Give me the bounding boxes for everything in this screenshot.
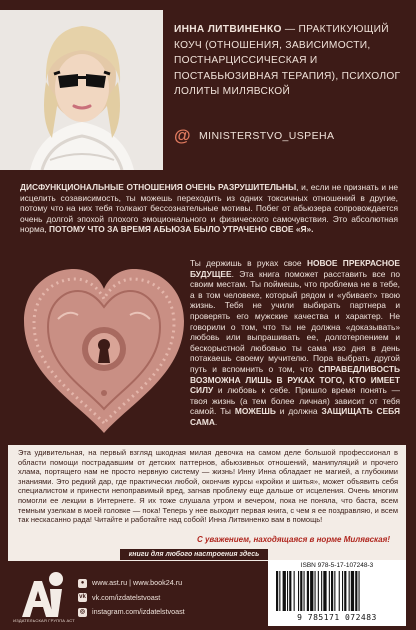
publisher-tagline: книги для любого настроения здесь <box>120 549 268 560</box>
link-website[interactable] <box>78 576 185 591</box>
intro-paragraph <box>20 182 398 235</box>
intro-bold-2: ПОТОМУ ЧТО ЗА ВРЕМЯ АБЬЮЗА БЫЛО УТРАЧЕНО СВОЕ «Я». <box>49 224 314 235</box>
description-paragraph <box>190 258 400 428</box>
isbn-barcode <box>268 560 406 626</box>
testimonial-signature: С уважением, находящаяся в норме Милявская! <box>196 535 390 544</box>
intro-text-1: , и, если не признать и не исцелить созависимость, ты можешь переходить из одних токсичных отношений в другие, потому что на них тебя толкают бессознательные мотивы. Побег от абьюзера сопровождается очень долгой эпохой плохого эмоционального и физического самочувствия. Это абсолютная норма, <box>20 182 398 235</box>
author-instagram <box>174 126 334 146</box>
description-bold-3: МОЖЕШЬ <box>234 406 276 417</box>
author-name: ИННА ЛИТВИНЕНКО <box>174 24 282 35</box>
author-photo <box>0 10 163 170</box>
link-vk[interactable] <box>78 591 185 606</box>
description-bold-4: ЗАЩИЩАТЬ СЕБЯ САМА <box>190 406 401 427</box>
intro-bold-1: ДИСФУНКЦИОНАЛЬНЫЕ ОТНОШЕНИЯ ОЧЕНЬ РАЗРУШИТЕЛЬНЫ <box>20 182 297 192</box>
isbn-label: ISBN 978-5-17-107248-3 <box>300 562 374 569</box>
description-text-1: Ты держишь в руках свое <box>190 258 307 268</box>
link-instagram-text: instagram.com/izdatelstvoast <box>92 607 185 616</box>
instagram-handle: MINISTERSTVO_USPEHA <box>198 130 335 142</box>
instagram-icon: ◎ <box>79 608 86 615</box>
description-text-5: . <box>214 416 218 427</box>
description-text-4: и должна <box>275 406 322 417</box>
publisher-caption: ИЗДАТЕЛЬСКАЯ ГРУППА АСТ <box>13 618 75 623</box>
isbn-number: 9 785171 072483 <box>297 613 377 622</box>
heart-lock-illustration <box>18 263 190 441</box>
author-description: — ПРАКТИКУЮЩИЙ КОУЧ (ОТНОШЕНИЯ, ЗАВИСИМОСТИ, ПОСТНАРЦИССИЧЕСКАЯ И ПОСТАБЬЮЗИВНАЯ ТЕРАПИЯ), ПСИХОЛОГ ЛОЛИТЫ МИЛЯВСКОЙ <box>174 24 401 97</box>
description-text-3: и любовь к себе. Пришло время понять — твоя жизнь (а тем более личная) зависит от тебя самой. Ты <box>190 385 400 417</box>
description-bold-1: НОВОЕ ПРЕКРАСНОЕ БУДУЩЕЕ <box>190 258 400 279</box>
link-website-text: www.ast.ru | www.book24.ru <box>92 578 183 587</box>
description-bold-2: СПРАВЕДЛИВОСТЬ ВОЗМОЖНА ЛИШЬ В РУКАХ ТОГО, КТО ИМЕЕТ СИЛУ <box>190 363 400 396</box>
publisher-links <box>78 576 185 620</box>
link-vk-text: vk.com/izdatelstvoast <box>92 592 161 602</box>
vk-icon: vk <box>79 594 86 601</box>
ast-logo <box>16 567 70 623</box>
author-bio <box>174 22 406 100</box>
testimonial-text: Эта удивительная, на первый взгляд шкодная милая девочка на самом деле большой профессионал в области помощи пострадавшим от детских паттернов, абьюзивных отношений, манипуляций и прочего хлама, портящего нам не просто нервную систему — жизнь! Инну Инна обладает не магией, а глубокими знаниями. Это редкий дар, где практически любой, окончив курсы «кройки и шитья», может объявить себя специалистом и принести непоправимый вред, загнав проблему еще дальше от исцеления. Очень многим помогли ее лекции в Интернете. Я их тоже слушала утром и вечером, пока не поняла, что баста, всем темным узелкам в моей головке — пока! Теперь у нее выходит первая книга, с чем я ее поздравляю, и всем так нескасанно рада! Читайте и работайте над собой! Инна Литвиненко вам в помощь! <box>18 448 398 525</box>
at-icon: @ <box>174 126 191 145</box>
barcode-bars <box>276 571 398 611</box>
link-instagram[interactable] <box>78 605 185 620</box>
globe-icon: ● <box>78 579 87 588</box>
description-text-2: . Эта книга поможет расставить все по своим местам. Ты поймешь, что проблема не в тебе, а в том человеке, который рядом и «убивает» твою жизнь. Тебя не учили выбирать партнера и проверять его мужские качества и характер. Не говорили о том, что ты не должна «доказывать» любовь или выпрашивать ее, долготерпением и бескорыстной любовью ты сама изо дня в день потакаешь своему мучителю. Пора выбрать другой путь и вспомнить о том, что <box>190 268 400 374</box>
